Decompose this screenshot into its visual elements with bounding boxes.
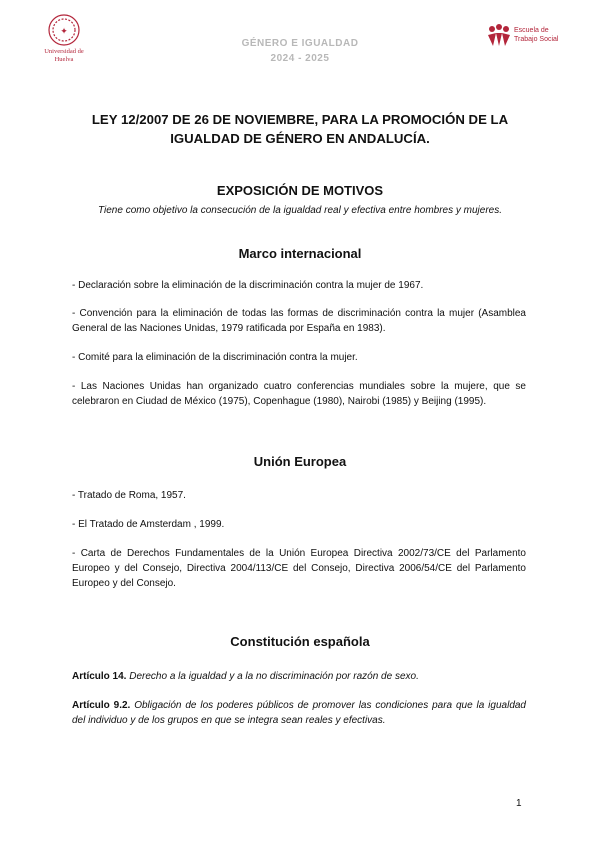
list-item: - El Tratado de Amsterdam , 1999. [72,519,225,530]
list-item: - Comité para la eliminación de la discriminación contra la mujer. [72,352,358,363]
list-item: - Declaración sobre la eliminación de la discriminación contra la mujer de 1967. [72,280,424,291]
page-number: 1 [516,798,522,809]
school-logo [486,24,576,50]
articulo-14-text: Derecho a la igualdad y a la no discriminación por razón de sexo. [129,671,419,682]
articulo-14-label: Artículo 14. [72,671,130,682]
articulo-14 [72,669,526,684]
university-logo-text: Universidad de Huelva [44,48,84,63]
articulo-9-label: Artículo 9.2. [72,700,135,711]
list-item: - Las Naciones Unidas han organizado cuatro conferencias mundiales sobre la mujere, que se celebraron en Ciudad de México (1975), Copenhague (1980), Nairobi (1985) y Beijing (1995). [72,381,526,407]
list-item: - Tratado de Roma, 1957. [72,490,186,501]
marco-internacional-heading: Marco internacional [238,246,362,261]
union-europea-heading: Unión Europea [253,454,347,469]
header-title: GÉNERO E IGUALDAD [241,38,359,49]
header-years: 2024 - 2025 [270,53,330,64]
list-item: - Carta de Derechos Fundamentales de la Unión Europea Directiva 2002/73/CE del Parlamento Europeo y del Consejo, Directiva 2004/113/CE del Consejo, Directiva 2006/54/CE del Parlamento Europeo y del Consejo. [72,548,526,589]
document-title: LEY 12/2007 DE 26 DE NOVIEMBRE, PARA LA PROMOCIÓN DE LA IGUALDAD DE GÉNERO EN ANDALUCÍA. [91,112,509,146]
constitucion-heading: Constitución española [230,634,370,649]
exposicion-heading: EXPOSICIÓN DE MOTIVOS [216,183,384,198]
people-icon [486,24,512,48]
exposicion-subtitle: Tiene como objetivo la consecución de la igualdad real y efectiva entre hombres y mujeres. [97,205,503,216]
articulo-9-text: Obligación de los poderes públicos de promover las condiciones para que la igualdad del individuo y de los grupos en que se integra sean reales y efectivas. [72,700,526,726]
svg-text:✦: ✦ [60,26,68,36]
school-logo-text: Escuela de Trabajo Social [514,27,559,43]
articulo-9-2 [72,698,526,728]
list-item: - Convención para la eliminación de todas las formas de discriminación contra la mujer (Asamblea General de las Naciones Unidas, 1979 ratificada por España en 1983). [72,308,526,334]
